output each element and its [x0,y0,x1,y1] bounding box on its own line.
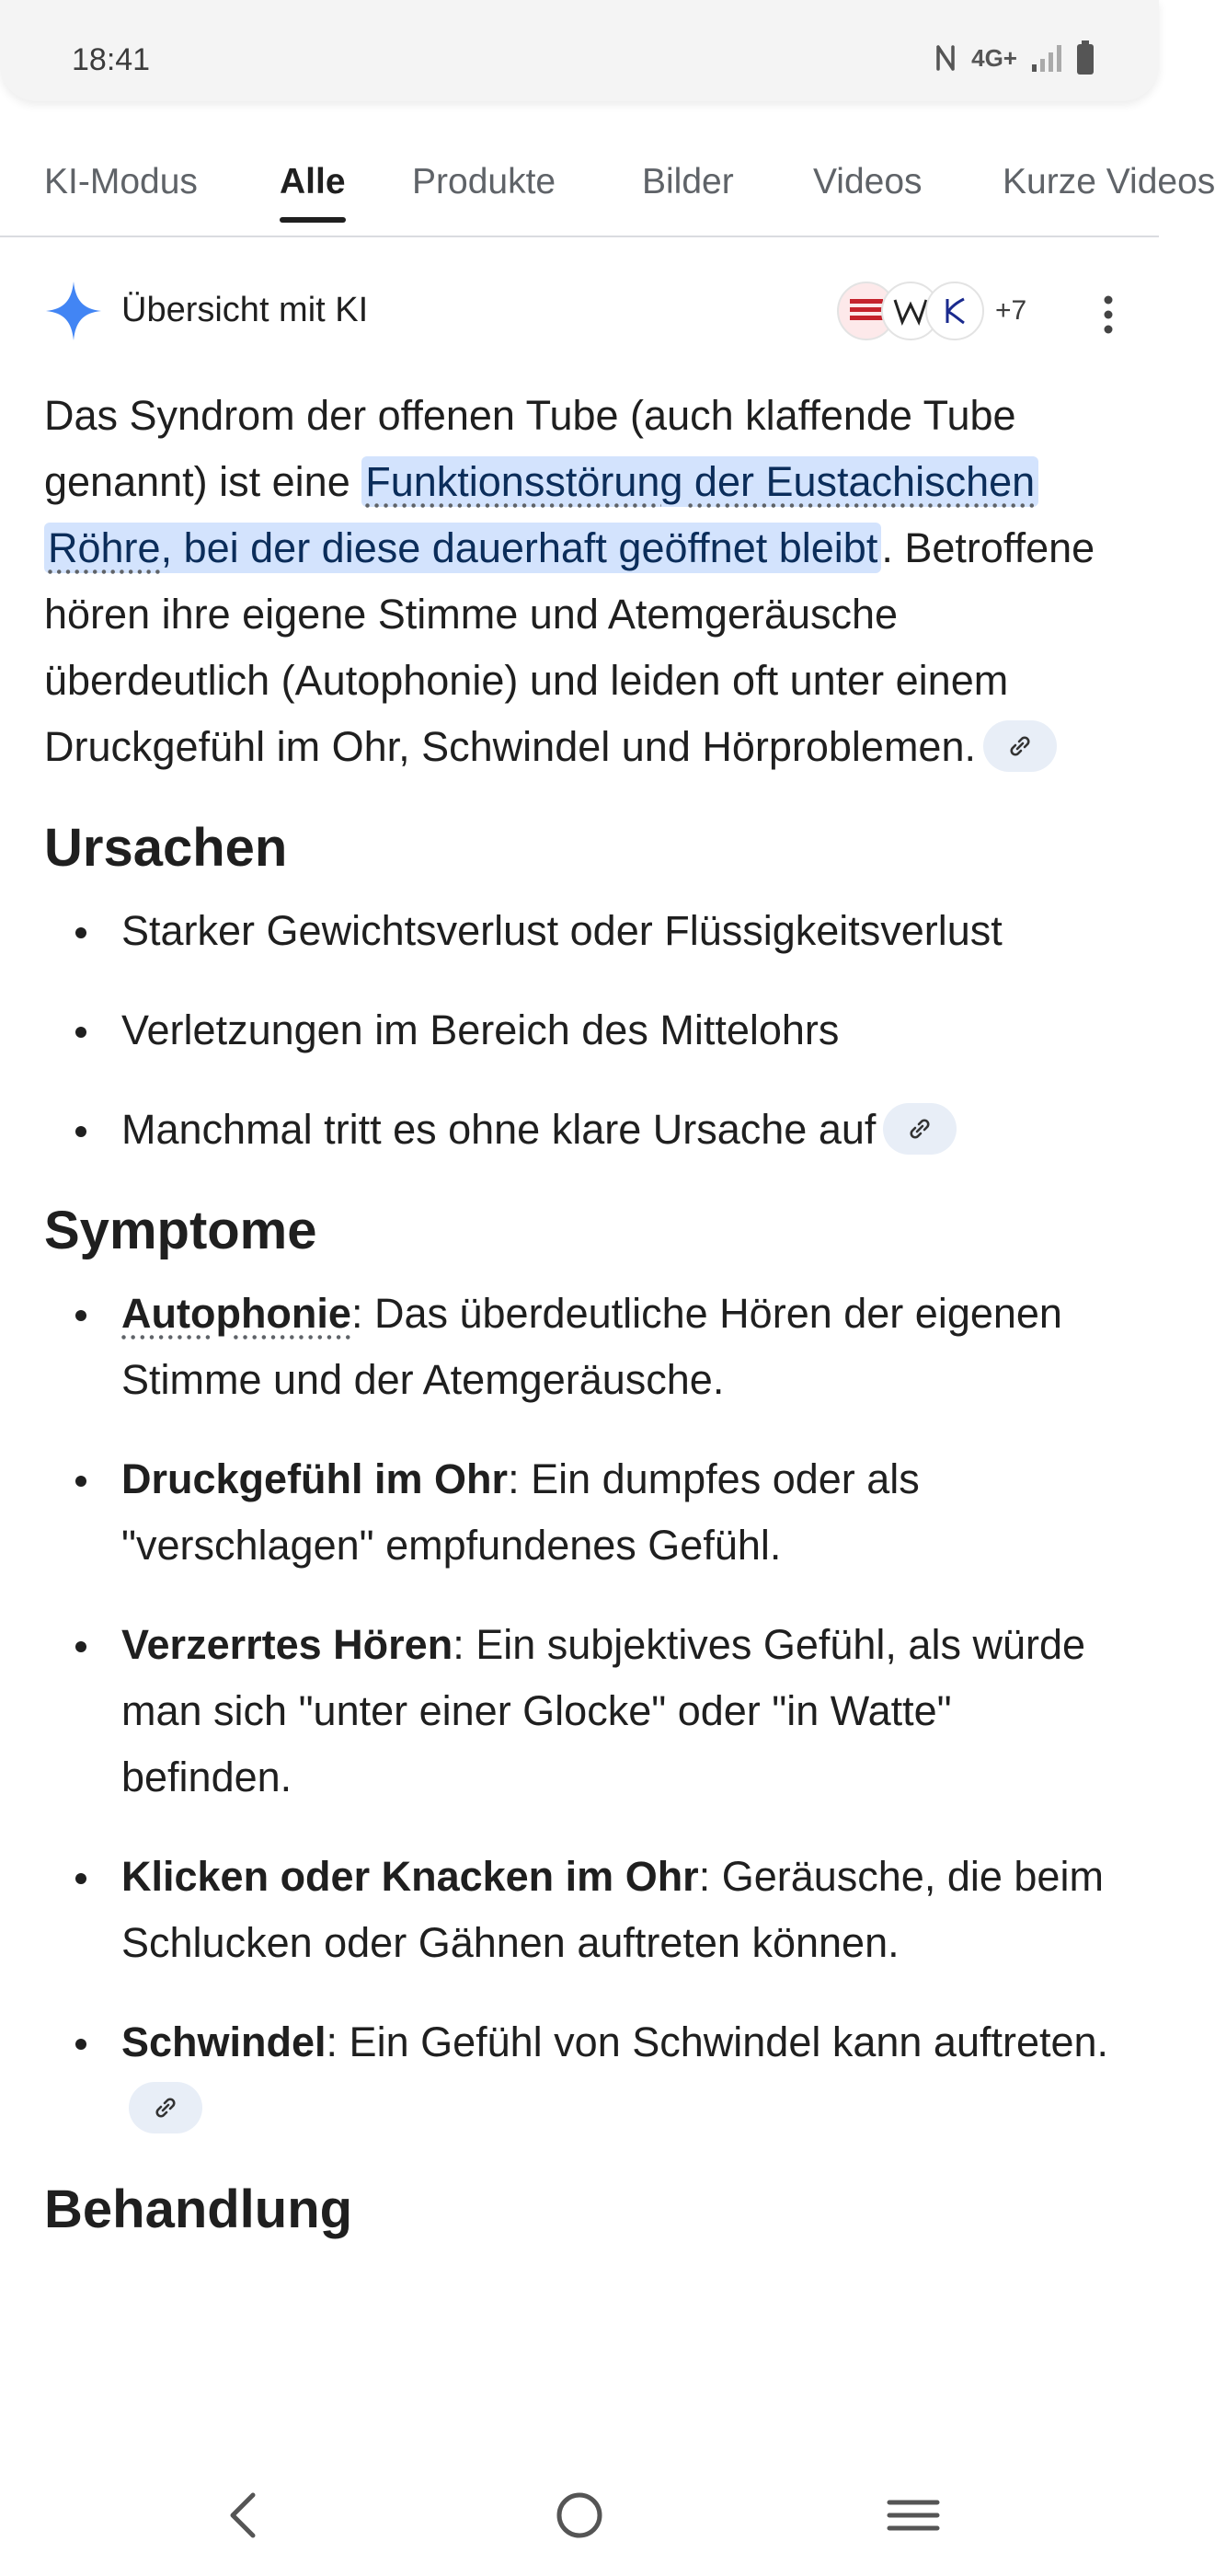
symptom-text: : Ein Gefühl von Schwindel kann auftreten. [326,2018,1109,2065]
source-avatar-3[interactable] [925,282,984,340]
section-title-causes: Ursachen [44,818,288,878]
list-item [44,1612,1120,1811]
source-avatars[interactable] [837,282,1026,340]
more-options-icon[interactable] [1102,294,1115,335]
ai-overview-content [44,383,1120,2247]
list-item-text: Manchmal tritt es ohne klare Ursache auf [121,1106,877,1153]
source-k-logo-icon [936,295,973,327]
link-icon [153,2095,178,2121]
tab-kurze-videos[interactable]: Kurze Videos [1003,162,1215,201]
list-item [44,1844,1120,1976]
intro-paragraph [44,383,1120,780]
symptom-text: : Ein subjektives Gefühl, als würde man sich "unter einer Glocke" oder "in Watte" befinden. [121,1621,1086,1800]
battery-icon [1076,40,1095,75]
signal-icon [1030,42,1063,74]
symptom-term-link[interactable]: Autophonie [121,1290,351,1337]
list-item [44,997,1120,1064]
system-nav-bar [0,2447,1159,2576]
highlight-link[interactable]: Funktionsstörung der Eustachischen Röhre [48,458,1036,571]
search-tabs [0,129,1215,237]
list-item [44,898,1120,964]
source-link-chip[interactable] [983,720,1057,772]
symptom-term: Klicken oder Knacken im Ohr [121,1853,699,1900]
symptom-text: : Geräusche, die beim Schlucken oder Gähnen auftreten können. [121,1853,1104,1966]
source-logo-icon [848,295,885,327]
highlight-text: , bei der diese dauerhaft geöffnet bleibt [160,524,878,571]
ai-sparkle-icon [44,280,103,342]
source-link-chip[interactable] [883,1103,957,1155]
symptom-text: : Ein dumpfes oder als "verschlagen" empfundenes Gefühl. [121,1455,920,1569]
symptom-term: Schwindel [121,2018,327,2065]
symptom-term: Verzerrtes Hören [121,1621,453,1668]
sources-more-count[interactable]: +7 [995,295,1027,326]
tab-bilder[interactable]: Bilder [642,162,734,201]
section-title-symptoms: Symptome [44,1201,317,1260]
list-item [44,1097,1120,1163]
status-time: 18:41 [72,42,151,77]
ai-overview-title: Übersicht mit KI [121,291,369,329]
status-icons [933,40,1095,75]
home-icon[interactable] [543,2478,616,2552]
tab-produkte[interactable]: Produkte [412,162,556,201]
symptom-term: Druckgefühl im Ohr [121,1455,509,1502]
symptom-text: : Das überdeutliche Hören der eigenen Stimme und der Atemgeräusche. [121,1290,1062,1403]
intro-text-cont: . Betroffene hören ihre eigene Stimme und Atemgeräusche überdeutlich (Autophonie) und leiden oft unter einem Druckgefühl im Ohr, Schwindel und Hörproblemen. [44,524,1095,770]
causes-list [44,898,1120,1163]
ai-overview-header [44,276,1120,346]
list-item [44,1446,1120,1579]
list-item-text: Starker Gewichtsverlust oder Flüssigkeitsverlust [121,907,1003,954]
recent-apps-icon[interactable] [877,2478,950,2552]
tab-videos[interactable]: Videos [813,162,923,201]
network-label: 4G+ [971,43,1017,72]
intro-text: Das Syndrom der offenen Tube (auch klaffende Tube genannt) ist eine [44,392,1016,505]
source-link-chip[interactable] [129,2082,202,2133]
nfc-icon [933,41,958,75]
tab-ki-modus[interactable]: KI-Modus [44,162,198,201]
list-item-text: Verletzungen im Bereich des Mittelohrs [121,1006,840,1053]
tab-alle[interactable]: Alle [280,145,346,219]
link-icon [907,1116,933,1142]
back-icon[interactable] [207,2478,281,2552]
link-icon [1007,733,1033,759]
symptoms-list [44,1281,1120,2142]
source-w-logo-icon [892,295,929,327]
list-item [44,2009,1120,2142]
section-title-treatment: Behandlung [44,2179,353,2239]
status-bar [0,0,1159,101]
list-item [44,1281,1120,1413]
